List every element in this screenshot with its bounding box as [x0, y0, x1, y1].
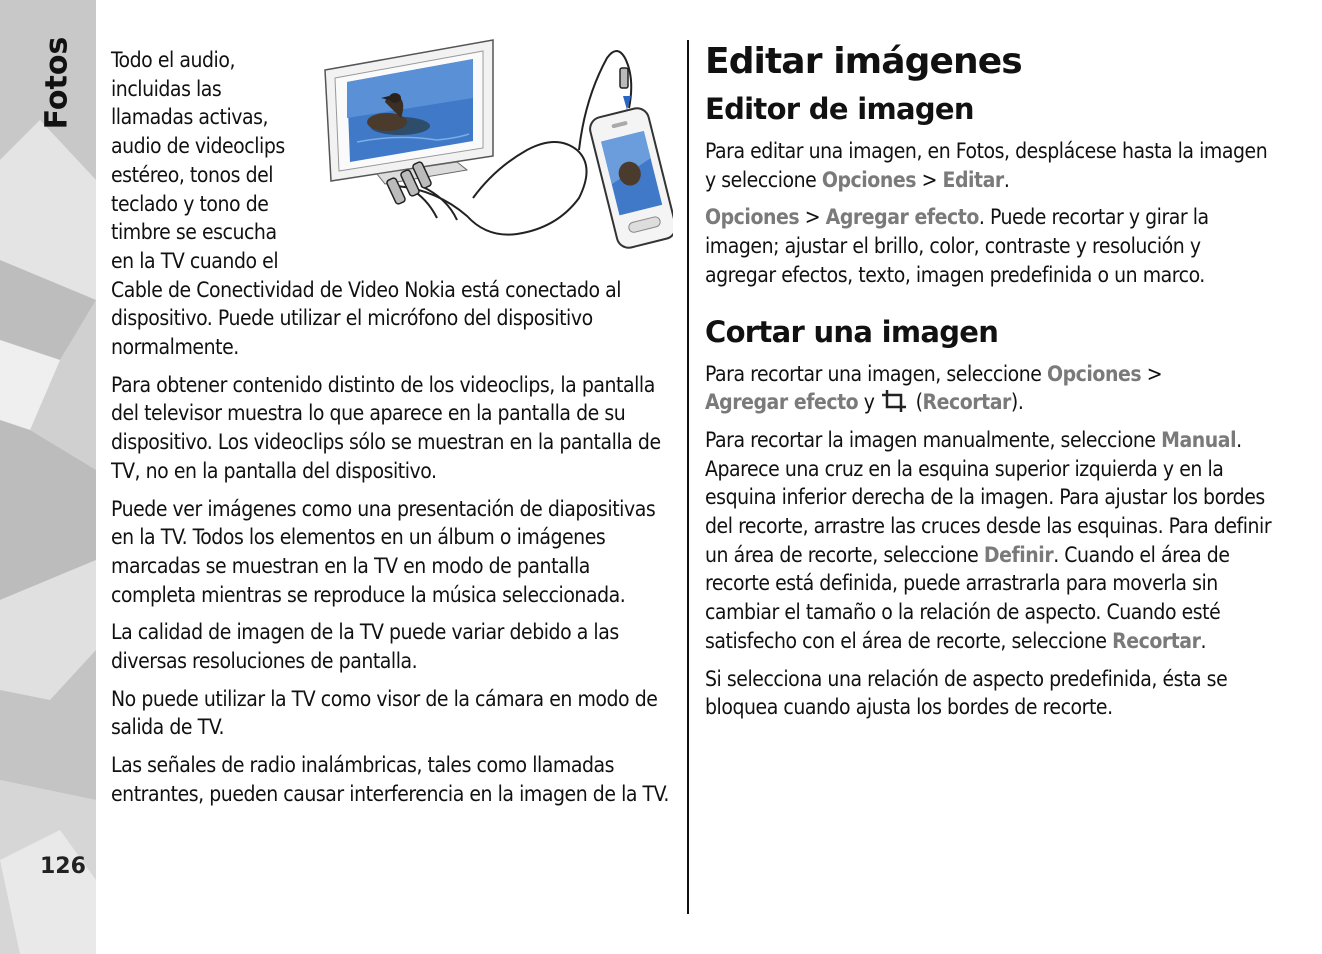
ui-manual: Manual [1161, 427, 1237, 452]
crop-paragraph-1: Para recortar una imagen, seleccione Opciones > Agregar efecto y (Recortar). [705, 361, 1163, 415]
paragraph-interference: Las señales de radio inalámbricas, tales como llamadas entrantes, pueden causar interferencia en la imagen de la TV. [111, 753, 669, 806]
editor-paragraph-1: Para editar una imagen, en Fotos, desplácese hasta la imagen y seleccione Opciones > Editar. [705, 139, 1268, 192]
section-heading-crop: Cortar una imagen [705, 314, 999, 349]
wrapped-intro [111, 46, 311, 276]
paragraph-viewfinder: No puede utilizar la TV como visor de la cámara en modo de salida de TV. [111, 686, 658, 740]
ui-add-effect: Agregar efecto [825, 205, 979, 230]
intro-paragraph: Todo el audio, incluidas las llamadas activas, audio de videoclips estéreo, tonos del teclado y tono de timbre se escucha en la TV cuando el [111, 48, 285, 273]
paragraph-content: Para obtener contenido distinto de los videoclips, la pantalla del televisor muestra lo que aparece en la pantalla de su dispositivo. Los videoclips sólo se muestran en la pantalla de TV, no en la pantalla del dispositivo. [111, 372, 661, 483]
crop-icon [880, 388, 910, 414]
tv-phone-connection-illustration [317, 38, 673, 250]
page-title: Editar imágenes [705, 41, 1022, 82]
ui-options: Opciones [705, 205, 800, 230]
intro-paragraph-continued: Cable de Conectividad de Video Nokia está conectado al dispositivo. Puede utilizar el micrófono del dispositivo normalmente. [111, 277, 622, 360]
ui-crop: Recortar [922, 390, 1011, 415]
crop-paragraph-3: Si selecciona una relación de aspecto predefinida, ésta se bloquea cuando ajusta los bordes de recorte. [705, 666, 1228, 720]
page-number: 126 [40, 854, 86, 879]
column-divider [687, 40, 689, 914]
ui-crop: Recortar [1112, 628, 1201, 653]
ui-options: Opciones [821, 167, 917, 192]
sidebar-facet-pattern [0, 0, 96, 954]
section-heading-editor: Editor de imagen [705, 92, 974, 126]
ui-define: Definir [983, 542, 1054, 567]
sidebar-strip [0, 0, 96, 954]
paragraph-slideshow: Puede ver imágenes como una presentación de diapositivas en la TV. Todos los elementos en un álbum o imágenes marcadas se muestran en la TV en modo de pantalla completa mientras se reproduce la música seleccionada. [111, 496, 656, 607]
paragraph-quality: La calidad de imagen de la TV puede variar debido a las diversas resoluciones de pantalla. [111, 620, 619, 674]
section-label: Fotos [39, 36, 75, 130]
ui-edit: Editar [942, 167, 1004, 192]
right-column [705, 40, 1275, 722]
ui-options: Opciones [1046, 361, 1142, 386]
editor-paragraph-2: Opciones > Agregar efecto. Puede recortar y girar la imagen; ajustar el brillo, color, contraste y resolución y agregar efectos, texto, imagen predefinida o un marco. [705, 205, 1209, 287]
crop-paragraph-2: Para recortar la imagen manualmente, seleccione Manual. Aparece una cruz en la esquina superior izquierda y en la esquina inferior derecha de la imagen. Para ajustar los bordes del recorte, arrastre las cruces desde las esquinas. Para definir un área de recorte, seleccione Definir. Cuando el área de recorte está definida, puede arrastrarla para moverla sin cambiar el tamaño o la relación de aspecto. Cuando esté satisfecho con el área de recorte, seleccione Recortar. [705, 427, 1272, 653]
ui-add-effect: Agregar efecto [705, 390, 859, 415]
